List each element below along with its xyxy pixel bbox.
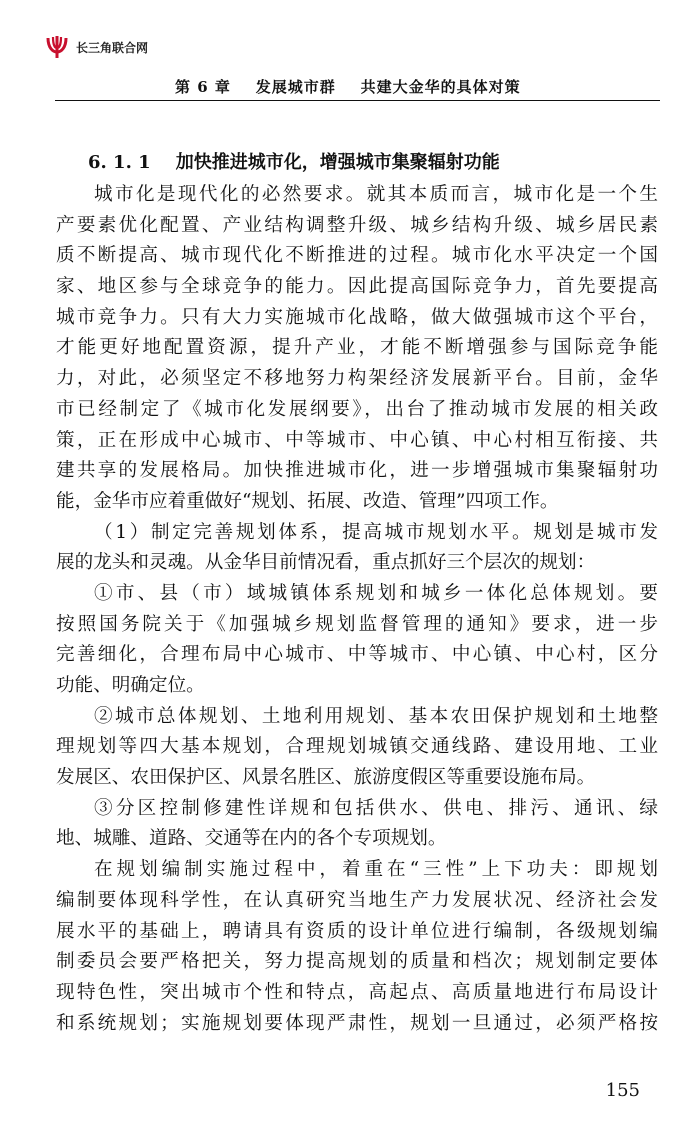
logo-mark-icon [44,34,70,60]
text-line: 市已经制定了《城市化发展纲要》，出台了推动城市发展的相关政 [56,398,658,420]
text-line: 城市化是现代化的必然要求。就其本质而言，城市化是一个生 [94,184,658,205]
text-line: 产要素优化配置、产业结构调整升级、城乡结构升级、城乡居民素 [56,214,658,236]
text-line: 地、城雕、道路、交通等在内的各个专项规划。 [56,828,447,850]
text-line: 展的龙头和灵魂。从金华目前情况看，重点抓好三个层次的规划： [56,552,596,574]
text-line: ③分区控制修建性详规和包括供水、供电、排污、通讯、绿 [94,797,658,819]
header-rule [55,100,660,101]
site-logo [44,34,148,60]
text-line: 和系统规划；实施规划要体现严肃性，规划一旦通过，必须严格按 [56,1012,658,1034]
text-line: 城市竞争力。只有大力实施城市化战略，做大做强城市这个平台， [56,306,658,328]
text-line: 展水平的基础上，聘请具有资质的设计单位进行编制，各级规划编 [56,920,658,942]
text-line: 建共享的发展格局。加快推进城市化，进一步增强城市集聚辐射功 [56,460,658,482]
text-line: 在规划编制实施过程中，着重在“三性”上下功夫：即规划 [94,859,658,881]
text-line: 质不断提高、城市现代化不断推进的过程。城市化水平决定一个国 [56,245,658,267]
text-line: 完善细化，合理布局中心城市、中等城市、中心镇、中心村，区分 [56,644,658,666]
page-number: 155 [605,1080,640,1101]
text-line: 编制要体现科学性，在认真研究当地生产力发展状况、经济社会发 [56,889,658,911]
text-line: 能，金华市应着重做好“规划、拓展、改造、管理”四项工作。 [56,490,559,512]
site-name: 长三角联合网 [76,40,149,55]
text-line: ①市、县（市）域城镇体系规划和城乡一体化总体规划。要 [94,582,658,604]
text-line: 发展区、农田保护区、风景名胜区、旅游度假区等重要设施布局。 [56,767,596,789]
text-line: 功能、明确定位。 [56,675,205,696]
text-line: 制委员会要严格把关，努力提高规划的质量和档次；规划制定要体 [56,951,658,973]
text-line: 按照国务院关于《加强城乡规划监督管理的通知》要求，进一步 [56,613,658,635]
text-line: 力，对此，必须坚定不移地努力构架经济发展新平台。目前，金华 [56,368,658,390]
section-heading: 6. 1. 1 加快推进城市化，增强城市集聚辐射功能 [88,152,500,173]
text-line: 现特色性，突出城市个性和特点，高起点、高质量地进行布局设计 [56,981,658,1003]
running-head: 第 6 章 发展城市群 共建大金华的具体对策 [175,78,521,96]
text-line: 家、地区参与全球竞争的能力。因此提高国际竞争力，首先要提高 [56,276,658,298]
text-line: 才能更好地配置资源，提升产业，才能不断增强参与国际竞争能 [56,337,658,359]
text-line: 策，正在形成中心城市、中等城市、中心镇、中心村相互衔接、共 [56,429,658,451]
text-line: 理规划等四大基本规划，合理规划城镇交通线路、建设用地、工业 [56,736,658,758]
body-text [56,180,658,1039]
text-line: ②城市总体规划、土地利用规划、基本农田保护规划和土地整 [94,705,658,727]
text-line: （1）制定完善规划体系，提高城市规划水平。规划是城市发 [94,521,658,543]
